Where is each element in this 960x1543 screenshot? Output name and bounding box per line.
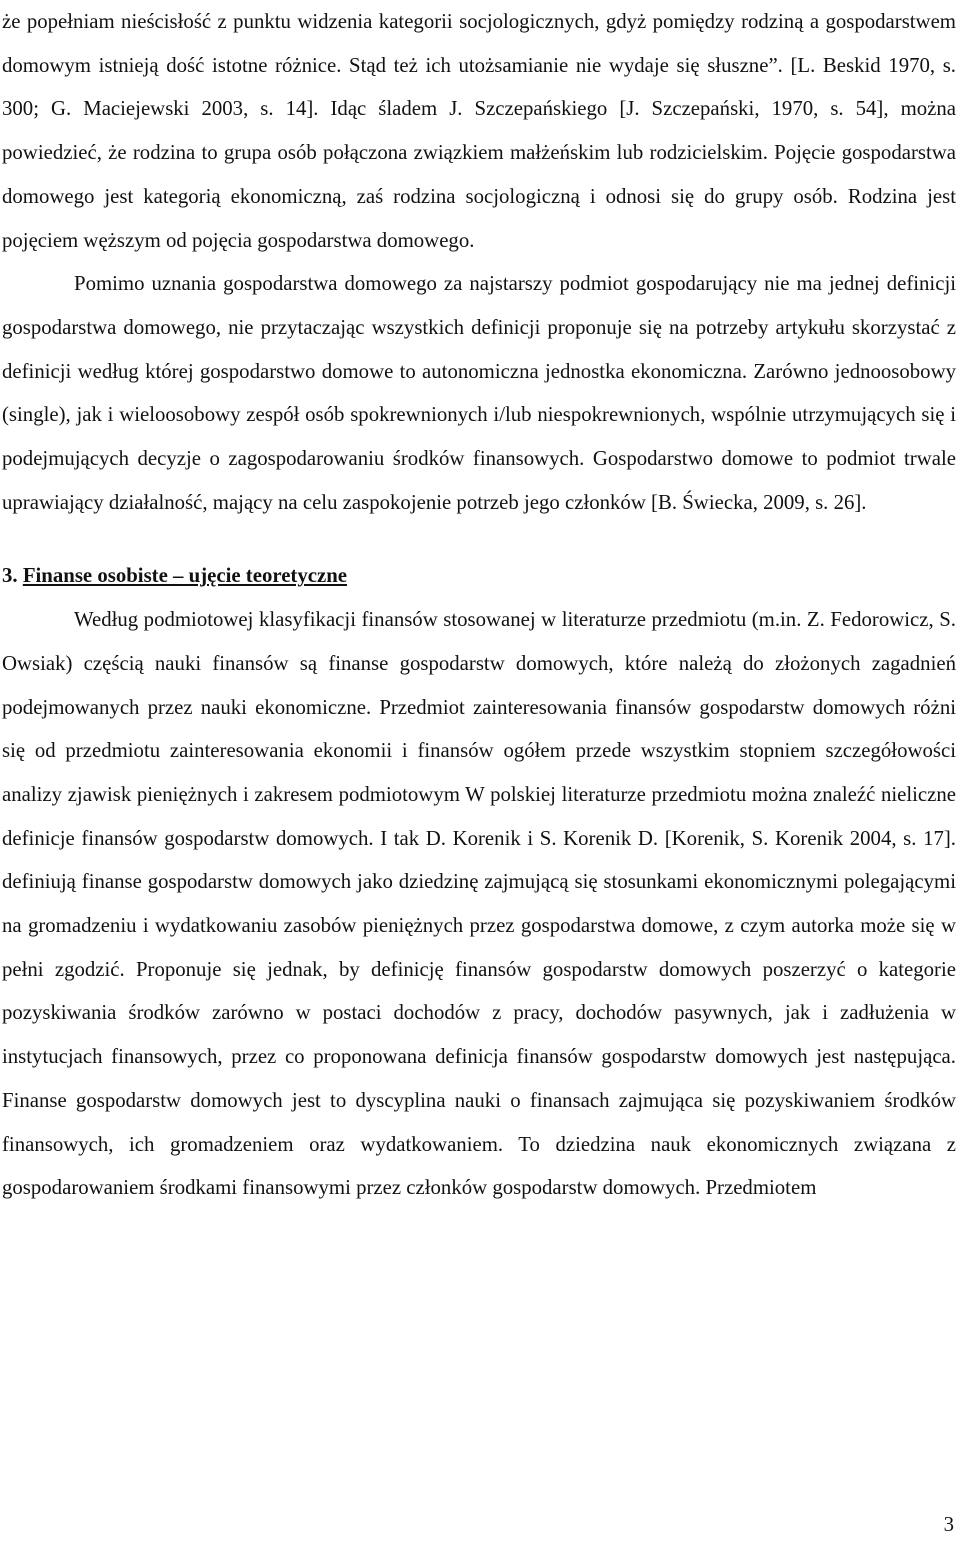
spacer [2, 524, 956, 554]
paragraph-personal-finance: Według podmiotowej klasyfikacji finansów stosowanej w literaturze przedmiotu (m.in. Z. Fedorowicz, S. Owsiak) częścią nauki finansów są finanse gospodarstw domowych, które należą do złożonych zagadnień podejmowanych przez nauki ekonomiczne. Przedmiot zainteresowania finansów gospodarstw domowych różni się od przedmiotu zainteresowania ekonomii i finansów ogółem przede wszystkim stopniem szczegółowości analizy zjawisk pieniężnych i zakresem podmiotowym W polskiej literaturze przedmiotu można znaleźć nieliczne definicje finansów gospodarstw domowych. I tak D. Korenik i S. Korenik D. [Korenik, S. Korenik 2004, s. 17]. definiują finanse gospodarstw domowych jako dziedzinę zajmującą się stosunkami ekonomicznymi polegającymi na gromadzeniu i wydatkowaniu zasobów pieniężnych przez gospodarstwa domowe, z czym autorka może się w pełni zgodzić. Proponuje się jednak, by definicję finansów gospodarstw domowych poszerzyć o kategorie pozyskiwania środków zarówno w postaci dochodów z pracy, dochodów pasywnych, jak i zadłużenia w instytucjach finansowych, przez co proponowana definicja finansów gospodarstw domowych jest następująca. Finanse gospodarstw domowych jest to dyscyplina nauki o finansach zajmująca się pozyskiwaniem środków finansowych, ich gromadzeniem oraz wydatkowaniem. To dziedzina nauk ekonomicznych związana z gospodarowaniem środkami finansowymi przez członków gospodarstw domowych. Przedmiotem [2, 608, 956, 1200]
paragraph-household-definition: Pomimo uznania gospodarstwa domowego za najstarszy podmiot gospodarujący nie ma jednej definicji gospodarstwa domowego, nie przytaczając wszystkich definicji proponuje się na potrzeby artykułu skorzystać z definicji według której gospodarstwo domowe to autonomiczna jednostka ekonomiczna. Zarówno jednoosobowy (single), jak i wieloosobowy zespół osób spokrewnionych i/lub niespokrewnionych, wspólnie utrzymujących się i podejmujących decyzje o zagospodarowaniu środków finansowych. Gospodarstwo domowe to podmiot trwale uprawiający działalność, mający na celu zaspokojenie potrzeb jego członków [B. Świecka, 2009, s. 26]. [2, 272, 956, 514]
section-number: 3. [2, 564, 18, 588]
section-title: Finanse osobiste – ujęcie teoretyczne [22, 564, 348, 588]
section-heading [2, 554, 956, 598]
paragraph-household-vs-family: że popełniam nieścisłość z punktu widzenia kategorii socjologicznych, gdyż pomiędzy rodziną a gospodarstwem domowym istnieją dość istotne różnice. Stąd też ich utożsamianie nie wydaje się słuszne”. [L. Beskid 1970, s. 300; G. Maciejewski 2003, s. 14]. Idąc śladem J. Szczepańskiego [J. Szczepański, 1970, s. 54], można powiedzieć, że rodzina to grupa osób połączona związkiem małżeńskim lub rodzicielskim. Pojęcie gospodarstwa domowego jest kategorią ekonomiczną, zaś rodzina socjologiczną i odnosi się do grupy osób. Rodzina jest pojęciem węższym od pojęcia gospodarstwa domowego. [2, 10, 956, 252]
page-number: 3 [943, 1513, 954, 1536]
